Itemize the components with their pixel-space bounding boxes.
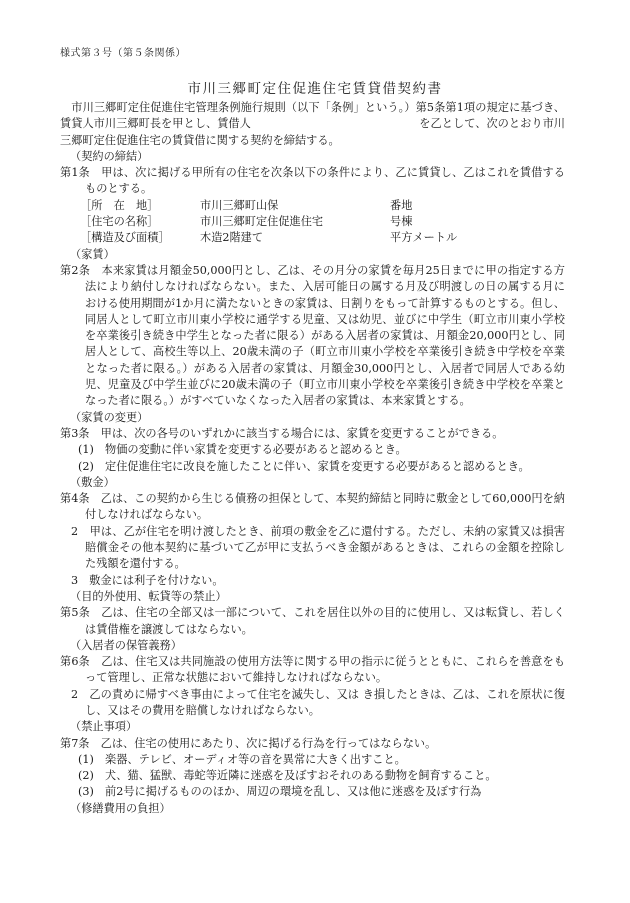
article-3-item-2: (2) 定住促進住宅に改良を施したことに伴い、家賃を変更する必要があると認めるとき。 [78,459,530,473]
property-structure-value: 木造2階建て [200,231,264,245]
property-location-row [60,198,565,214]
property-location-value: 市川三郷町山保 [200,198,279,212]
section-heading-deposit: （敷金） [70,475,115,489]
property-name-row [60,214,565,230]
property-structure-key: ［構造及び面積］ [80,231,170,245]
preamble: 市川三郷町定住促進住宅管理条例施行規則（以下「条例」という。）第5条第1項の規定に基づき、賃貸人市川三郷町長を甲とし、賃借人 を乙として、次のとおり市川三郷町定住促進住宅の賃貸借に関する契約を締結する。 [60,101,565,147]
document-title: 市川三郷町定住促進住宅賃貸借契約書 [187,81,443,97]
article-5: 第5条 乙は、住宅の全部又は一部について、これを居住以外の目的に使用し、又は転貸し、若しくは賃借権を譲渡してはならない。 [60,606,565,636]
article-2: 第2条 本来家賃は月額金50,000円とし、乙は、その月分の家賃を毎月25日までに甲の指定する方法により納付しなければならない。また、入居可能日の属する月及び明渡しの日の属する月における使用期間が1か月に満たないときの家賃は、日割りをもって計算するものとする。但し、同居人として町立市川東小学校に通学する児童、又は幼児、並びに中学生（町立市川東小学校を卒業後引き続き中学生となった者に限る）がある入居者の家賃は、月額金20,000円とし、同居人として、高校生等以上、20歳未満の子（町立市川東小学校を卒業後引き続き中学校を卒業となった者に限る。）がある入居者の家賃は、月額金30,000円とし、入居者で同居人である幼児、児童及び中学生並びに20歳未満の子（町立市川東小学校を卒業後引き続き中学校を卒業となった者に限る。）がすべていなくなった入居者の家賃は、本来家賃とする。 [60,263,565,408]
property-name-suffix: 号棟 [390,215,413,229]
article-7-item-3: (3) 前2号に掲げるもののほか、周辺の環境を乱し、又は他に迷惑を及ぼす行為 [78,785,482,799]
property-structure-row [60,230,565,246]
section-heading-prohibitions: （禁止事項） [70,720,138,734]
article-7-item-1: (1) 楽器、テレビ、オーディオ等の音を異常に大きく出すこと。 [78,752,406,766]
article-6: 第6条 乙は、住宅又は共同施設の使用方法等に関する甲の指示に従うとともに、これらを善意をもって管理し、正常な状態において維持しなければならない。 [60,655,565,685]
article-7-item-2: (2) 犬、猫、猛獣、毒蛇等近隣に迷惑を及ぼすおそれのある動物を飼育すること。 [78,769,497,783]
article-4-paragraph-3: 3 敷金には利子を付けない。 [71,573,224,587]
section-heading-custody-duty: （入居者の保管義務） [70,638,182,652]
property-structure-suffix: 平方メートル [390,231,458,245]
property-name-key: ［住宅の名称］ [80,215,159,229]
section-heading-contract: （契約の締結） [70,149,149,163]
article-4: 第4条 乙は、この契約から生じる債務の担保として、本契約締結と同時に敷金として60,000円を納付しなければならない。 [60,492,565,522]
article-1: 第1条 甲は、次に掲げる甲所有の住宅を次条以下の条件により、乙に賃貸し、乙はこれを賃借するものとする。 [60,166,565,196]
article-6-paragraph-2: 2 乙の責めに帰すべき事由によって住宅を滅失し、又は き損したときは、乙は、これを原状に復し、又はその費用を賠償しなければならない。 [71,687,565,717]
article-7: 第7条 乙は、住宅の使用にあたり、次に掲げる行為を行ってはならない。 [60,736,437,750]
section-heading-rent: （家賃） [70,247,115,261]
property-location-key: ［所 在 地］ [80,198,159,212]
article-3-item-1: (1) 物価の変動に伴い家賃を変更する必要があると認めるとき。 [78,443,407,457]
section-heading-repair-costs: （修繕費用の負担） [70,801,171,815]
property-name-value: 市川三郷町定住促進住宅 [200,215,324,229]
document-body [60,100,565,817]
section-heading-rent-change: （家賃の変更） [70,410,149,424]
form-number-label: 様式第３号（第５条関係） [60,48,186,59]
property-location-suffix: 番地 [390,198,413,212]
section-heading-prohibited-use: （目的外使用、転貸等の禁止） [70,589,227,603]
article-3: 第3条 甲は、次の各号のいずれかに該当する場合には、家賃を変更することができる。 [60,426,504,440]
article-4-paragraph-2: 2 甲は、乙が住宅を明け渡したとき、前項の敷金を乙に還付する。ただし、未納の家賃又は損害賠償金その他本契約に基づいて乙が甲に支払うべき金額があるときは、これらの金額を控除した残額を還付する。 [71,524,565,571]
